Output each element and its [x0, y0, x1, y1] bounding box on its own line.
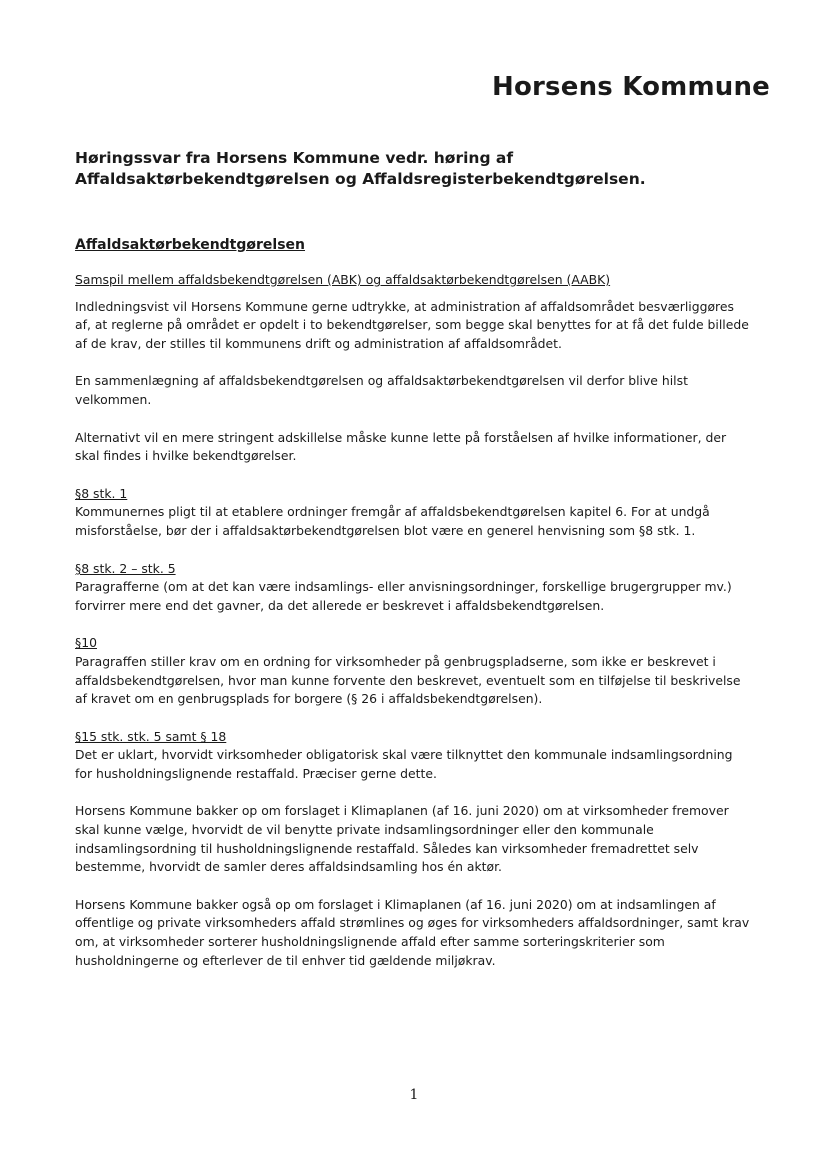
horsens-kommune-logo: Horsens Kommune — [492, 72, 770, 102]
section-8-2-5-heading: §8 stk. 2 – stk. 5 — [75, 560, 176, 576]
document-title-line-2: Affaldsaktørbekendtgørelsen og Affaldsregisterbekendtgørelsen. — [75, 170, 646, 188]
samspil-paragraph-1: Indledningsvist vil Horsens Kommune gerne udtrykke, at administration af affaldsområdet besværliggøres af, at reglerne på området er opdelt i to bekendtgørelser, som begge skal benyttes for at få det fulde billede af de krav, der stilles til kommunens drift og administration af affaldsområdet. — [75, 298, 749, 351]
section-8-1-text: Kommunernes pligt til at etablere ordninger fremgår af affaldsbekendtgørelsen kapitel 6. For at undgå misforståelse, bør der i affaldsaktørbekendtgørelsen blot være en generel henvisning som §8 stk. 1. — [75, 504, 710, 538]
section-8-2-5-text: Paragrafferne (om at det kan være indsamlings- eller anvisningsordninger, forskellige brugergrupper mv.) forvirrer mere end det gavner, da det allerede er beskrevet i affaldsbekendtgørelsen. — [75, 579, 732, 613]
samspil-heading: Samspil mellem affaldsbekendtgørelsen (ABK) og affaldsaktørbekendtgørelsen (AABK) — [75, 272, 611, 287]
document-body — [75, 271, 750, 970]
section-15-heading: §15 stk. stk. 5 samt § 18 — [75, 728, 227, 744]
samspil-paragraph-3: Alternativt vil en mere stringent adskillelse måske kunne lette på forståelsen af hvilke informationer, der skal findes i hvilke bekendtgørelser. — [75, 429, 727, 464]
section-10-text: Paragraffen stiller krav om en ordning for virksomheder på genbrugspladserne, som ikke er beskrevet i affaldsbekendtgørelsen, hvor man kunne forvente den beskrevet, eventuelt som en tilføjelse til beskrivelse af kravet om en genbrugsplads for borgere (§ 26 i affaldsbekendtgørelsen). — [75, 653, 741, 707]
section-10-heading: §10 — [75, 635, 97, 651]
section-heading: Affaldsaktørbekendtgørelsen — [75, 237, 306, 253]
document-title-line-1: Høringssvar fra Horsens Kommune vedr. høring af — [75, 149, 514, 167]
section-15-text: Det er uklart, hvorvidt virksomheder obligatorisk skal være tilknyttet den kommunale indsamlingsordning for husholdningslignende restaffald. Præciser gerne dette. — [75, 747, 733, 781]
section-15-paragraph-3: Horsens Kommune bakker også op om forslaget i Klimaplanen (af 16. juni 2020) om at indsamlingen af offentlige og private virksomheders affald strømlines og øges for virksomheders affaldsordninger, samt krav om, at virksomheder sorterer husholdningslignende affald efter samme sorteringskriterier som husholdningerne og efterlever de til enhver tid gældende miljøkrav. — [75, 896, 750, 968]
document-title — [75, 148, 755, 190]
samspil-paragraph-2: En sammenlægning af affaldsbekendtgørelsen og affaldsaktørbekendtgørelsen vil derfor blive hilst velkommen. — [75, 373, 688, 407]
page-number: 1 — [409, 1087, 419, 1103]
section-15-paragraph-2: Horsens Kommune bakker op om forslaget i Klimaplanen (af 16. juni 2020) om at virksomheder fremover skal kunne vælge, hvorvidt de vil benytte private indsamlingsordninger eller den kommunale indsamlingsordning til husholdningslignende restaffald. Således kan virksomheder fremadrettet selv bestemme, hvorvidt de samler deres affaldsindsamling hos én aktør. — [75, 803, 729, 875]
section-8-1-heading: §8 stk. 1 — [75, 485, 128, 501]
